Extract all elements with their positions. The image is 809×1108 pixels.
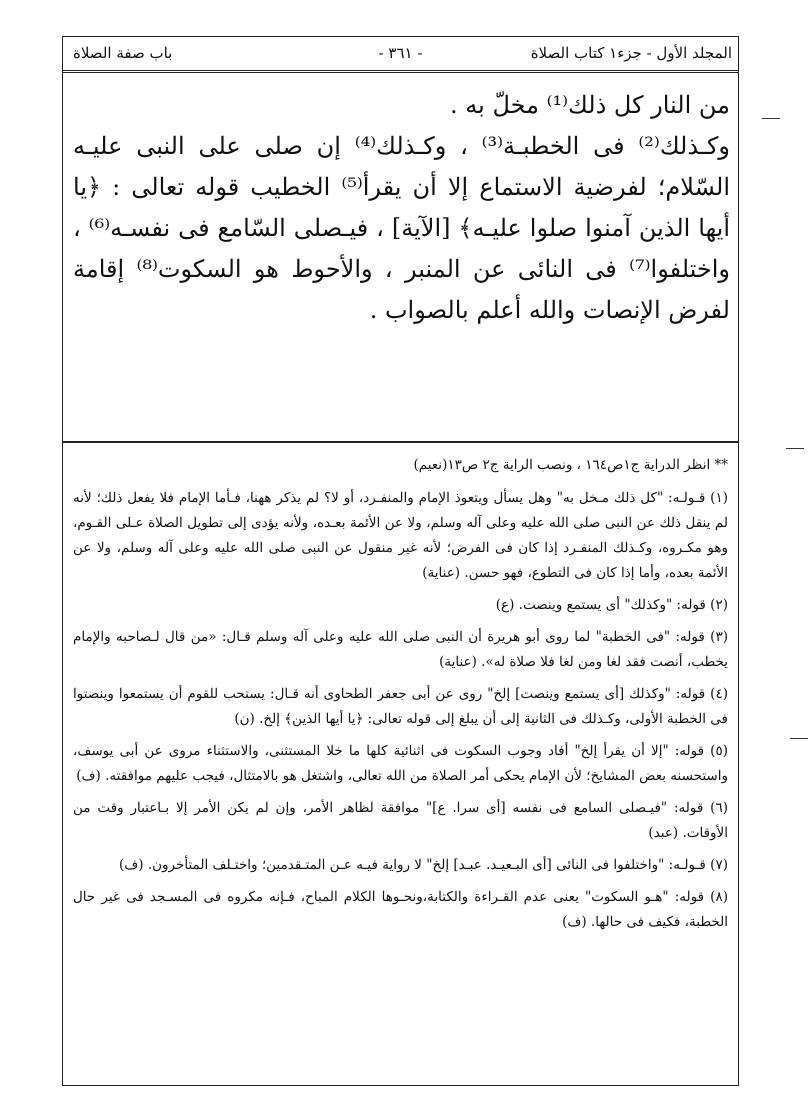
main-paragraph-2: وكـذلك⁽²⁾ فى الخطبـة⁽³⁾ ، وكـذلك⁽⁴⁾ إن صلى على النبى عليـه السّلام؛ لفرضية الاستماع إلا أن يقرأ⁽⁵⁾ الخطيب قوله تعالى : ﴿يا أيها الذين آمنوا صلوا عليـه﴾ [الآية] ، فيـصلى السّامع فى نفسـه⁽⁶⁾ ، واختلفوا⁽⁷⁾ فى النائى عن المنبر ، والأحوط هو السكوت⁽⁸⁾ إقامة لفرض الإنصات والله أعلم بالصواب . — [73, 132, 731, 324]
running-header — [63, 37, 738, 73]
margin-mark — [762, 118, 780, 119]
footnotes — [73, 453, 728, 942]
source-note: ** انظر الدراية ج١ص١٦٤ ، ونصب الراية ج٢ ص١٣(نعيم) — [413, 457, 728, 473]
main-text — [73, 85, 730, 331]
header-book-title: المجلد الأول - جزء١ كتاب الصلاة — [530, 44, 732, 62]
margin-mark — [790, 738, 808, 739]
margin-mark — [786, 448, 804, 449]
page-number: - ٣٦١ - — [378, 44, 423, 62]
footnote-separator — [63, 441, 738, 443]
header-chapter-title: باب صفة الصلاة — [73, 44, 173, 62]
main-paragraph-1: من النار كل ذلك⁽¹⁾ مخلّ به . — [450, 91, 730, 119]
footnote-7: (٧) قـولـه: "واختلفوا فى النائى [أى البـعيـد. عبـد] إلخ" لا رواية فيـه عـن المتـقدمين؛ واختـلف المتأخرون. (ف) — [119, 857, 728, 873]
footnote-4: (٤) قوله: "وكذلك [أى يستمع وينصت] إلخ" روى عن أبى جعفر الطحاوى أنه قـال: يستحب للقوم أن يستمعوا وينصتوا فى الخطبة الأولى، وكـذلك فى الثانية إلى أن يبلغ إلى قوله تعالى: ﴿يا أيها الذين﴾ إلخ. (ن) — [73, 686, 728, 727]
footnote-5: (٥) قوله: "إلا أن يقرأ إلخ" أفاد وجوب السكوت فى اثنائية كلها ما خلا المستثنى، والاستثناء مروى عن أبى يوسف، واستحسنه بعض المشايخ؛ لأن الإمام يحكى أمر الصلاة من الله تعالى، واشتغل هو بالامتثال، فيجب عليهم موافقته. (ف) — [73, 743, 728, 784]
footnote-1: (١) قـولـه: "كل ذلك مـخل به" وهل يسأل ويتعوذ الإمام والمنفـرد، أو لا؟ لم يذكر ههنا، فـأما الإمام فلا يفعل ذلك؛ لأنه لم ينقل ذلك عن النبى صلى الله عليه وعلى آله وسلم، ولا عن الأئمة بعـده، ولأنه يؤدى إلى تطويل الصلاة عـلى القـوم، وهو مكـروه، وكـذلك المنفـرد إذا كان فى الفرض؛ لأنه غير منقول عن النبى صلى الله عليه وعلى آله وسلم، ولا عن الأئمة بعده، وأما إذا كان فى التطوع، فهو حسن. (عناية) — [73, 490, 728, 581]
footnote-2: (٢) قوله: "وكذلك" أى يستمع وينصت. (ع) — [495, 597, 728, 613]
page-frame — [62, 36, 739, 1086]
footnote-6: (٦) قوله: "فيـصلى السامع فى نفسه [أى سرا. ع]" موافقة لظاهر الأمر، وإن لم يكن الأمر إلا بـاعتبار وقت من الأوقات. (عبد) — [73, 800, 728, 841]
footnote-3: (٣) قوله: "فى الخطبة" لما روى أبو هريرة أن النبى صلى الله عليه وعلى آله وسلم قـال: «من قال لـصاحبه والإمام يخطب، أنصت فقد لغا ومن لغا فلا صلاة له». (عناية) — [73, 629, 728, 670]
footnote-8: (٨) قوله: "هـو السكوت" يعنى عدم القـراءة والكتابة،ونحـوها الكلام المباح، فـإنه مكروه فى المسـجد فى غير حال الخطبة، فكيف فى حالها. (ف) — [73, 889, 728, 930]
